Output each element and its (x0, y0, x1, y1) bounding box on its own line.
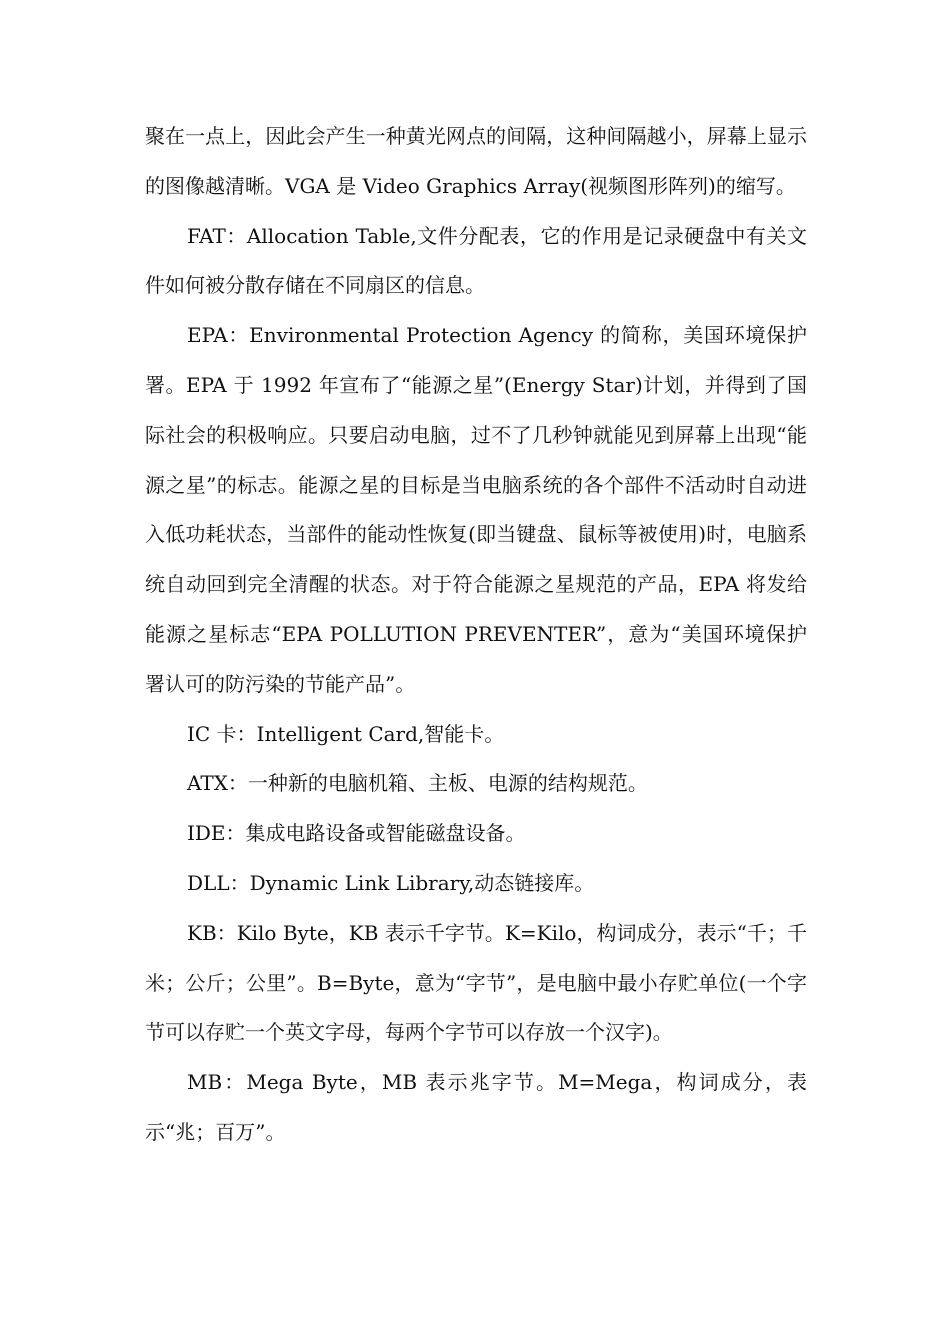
paragraph-epa: EPA：Environmental Protection Agency 的简称，美国环境保护署。EPA 于 1992 年宣布了“能源之星”(Energy Star)计划，并得到了国际社会的积极响应。只要启动电脑，过不了几秒钟就能见到屏幕上出现“能源之星”的标志。能源之星的目标是当电脑系统的各个部件不活动时自动进入低功耗状态，当部件的能动性恢复(即当键盘、鼠标等被使用)时，电脑系统自动回到完全清醒的状态。对于符合能源之星规范的产品，EPA 将发给能源之星标志“EPA POLLUTION PREVENTER”，意为“美国环境保护署认可的防污染的节能产品”。 (145, 323, 807, 696)
paragraph-dll: DLL：Dynamic Link Library,动态链接库。 (187, 870, 595, 895)
paragraph-fat: FAT：Allocation Table,文件分配表，它的作用是记录硬盘中有关文件如何被分散存储在不同扇区的信息。 (145, 223, 807, 298)
paragraph-mb: MB：Mega Byte，MB 表示兆字节。M=Mega，构词成分，表示“兆；百万”。 (145, 1070, 807, 1144)
document-body (145, 112, 807, 1158)
paragraph-kb: KB：Kilo Byte，KB 表示千字节。K=Kilo，构词成分，表示“千；千米；公斤；公里”。B=Byte，意为“字节”，是电脑中最小存贮单位(一个字节可以存贮一个英文字母，每两个字节可以存放一个汉字)。 (145, 920, 807, 1045)
paragraph-vga-continuation: 聚在一点上，因此会产生一种黄光网点的间隔，这种间隔越小，屏幕上显示的图像越清晰。VGA 是 Video Graphics Array(视频图形阵列)的缩写。 (145, 124, 807, 198)
paragraph-ide: IDE：集成电路设备或智能磁盘设备。 (187, 821, 526, 846)
paragraph-ic-card: IC 卡：Intelligent Card,智能卡。 (187, 721, 505, 746)
paragraph-atx: ATX：一种新的电脑机箱、主板、电源的结构规范。 (187, 771, 648, 796)
